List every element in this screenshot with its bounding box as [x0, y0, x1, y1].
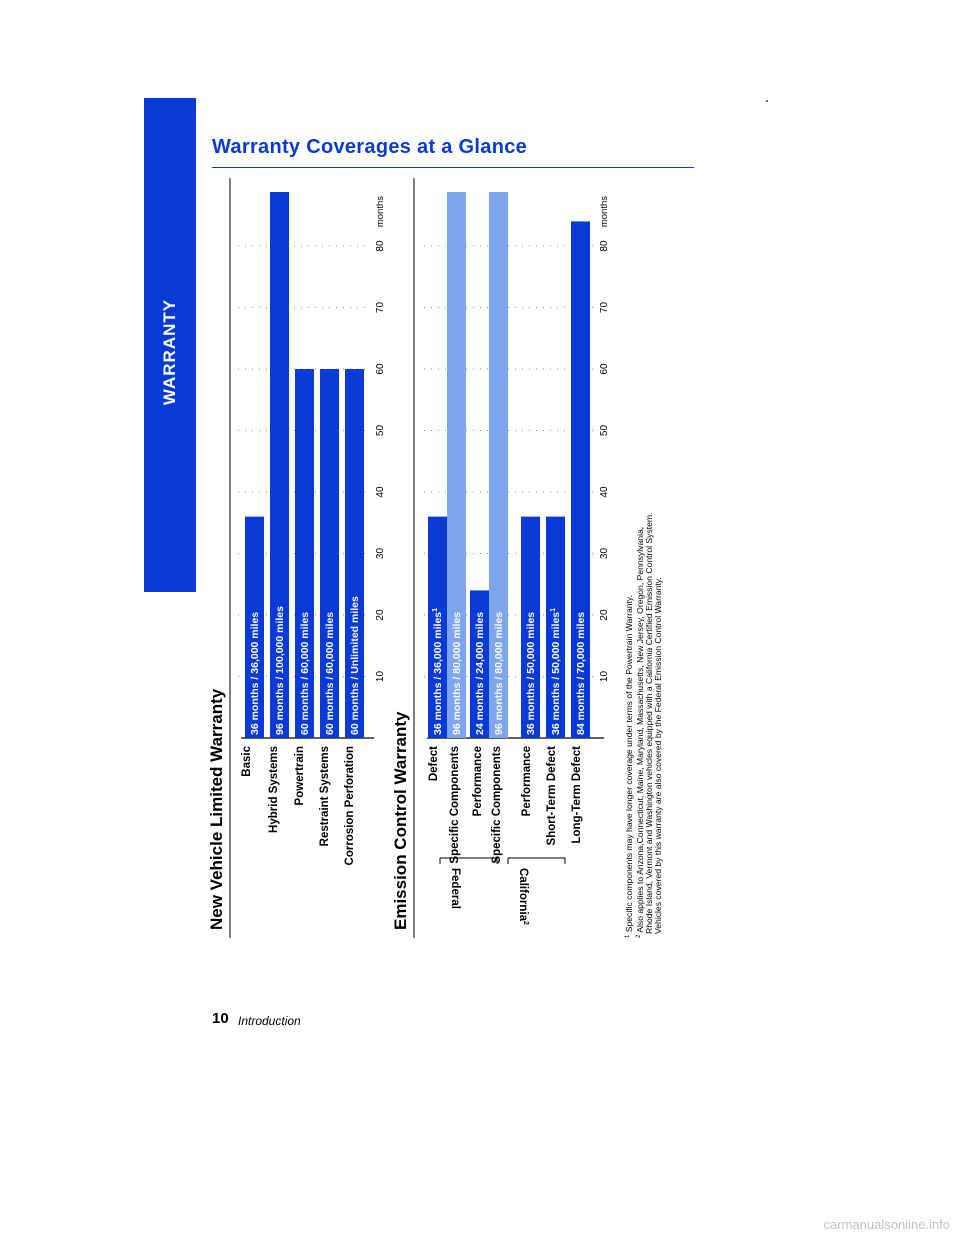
- chart-2: [391, 178, 610, 938]
- category-label: Defect: [428, 746, 440, 782]
- tick-label: 20: [375, 609, 386, 621]
- group-bracket: [440, 858, 497, 909]
- bar-label: 84 months / 70,000 miles: [575, 611, 587, 735]
- bracket-line: [508, 858, 565, 864]
- group-label-sup: 2: [522, 921, 529, 925]
- tick-label: 40: [599, 486, 610, 498]
- footnote-sup: 2: [636, 934, 642, 938]
- category-label: Performance: [521, 746, 533, 817]
- bar-label: 36 months / 36,000 miles: [249, 611, 261, 735]
- category-label: Hybrid Systems: [268, 746, 280, 833]
- tick-label: 60: [375, 363, 386, 375]
- bar-label: 60 months / 60,000 miles: [324, 611, 336, 735]
- chart-1: [207, 178, 386, 938]
- footnote-text: Also applies to Arizona,Connecticut, Maine, Maryland, Massachusetts, New Jersey, Oregon, Pennsylvania,: [635, 526, 645, 935]
- footnote: [653, 577, 663, 934]
- tick-label: 10: [375, 670, 386, 683]
- tick-label: 80: [375, 240, 386, 252]
- bar-label: 36 months / 50,000 miles$^1$: [550, 607, 562, 735]
- category-label: Short-Term Defect: [546, 746, 558, 846]
- bar-label-sup: 1: [550, 607, 557, 612]
- tick-label: 70: [599, 301, 610, 314]
- tick-label: 70: [375, 301, 386, 314]
- tick-label: 30: [375, 547, 386, 560]
- bar-label: 36 months / 50,000 miles: [525, 611, 537, 735]
- section-name: Introduction: [238, 1014, 301, 1028]
- bar-label: 96 months / 100,000 miles: [274, 606, 286, 735]
- group-label: Federal: [449, 868, 461, 909]
- bar-label: 24 months / 24,000 miles: [474, 611, 486, 735]
- category-label: Long-Term Defect: [571, 746, 583, 844]
- bar-label-sup: 1: [432, 607, 439, 612]
- footnote-text: Specific components may have longer coverage under terms of the Powertrain Warranty.: [624, 595, 634, 935]
- watermark: carmanualsonline.info: [823, 1217, 950, 1232]
- page-title: Warranty Coverages at a Glance: [212, 136, 528, 158]
- tick-label: 10: [599, 670, 610, 683]
- bar-label: 60 months / 60,000 miles: [299, 611, 311, 735]
- footnote: [624, 595, 634, 938]
- group-label: California$^2$: [517, 868, 529, 925]
- unit-label: months: [375, 196, 386, 228]
- tick-label: 50: [599, 424, 610, 437]
- footnote-text: Rhode Island, Vermont and Washington vehicles equipped with a California Certified Emission Control System.: [644, 512, 654, 934]
- tick-label: 80: [599, 240, 610, 252]
- sidebar-label: WARRANTY: [160, 298, 179, 406]
- category-label: Basic: [241, 746, 253, 777]
- group-bracket: [508, 858, 565, 925]
- tick-label: 20: [599, 609, 610, 621]
- category-label: Restraint Systems: [319, 746, 331, 847]
- bar-label: 60 months / Unlimited miles: [349, 596, 361, 735]
- footnote-sup: 1: [625, 934, 631, 938]
- category-label: Specific Components: [449, 746, 461, 864]
- bar-label: 96 months / 80,000 miles: [493, 611, 505, 735]
- bar-label: 36 months / 36,000 miles$^1$: [432, 607, 444, 735]
- tick-label: 60: [599, 363, 610, 375]
- category-label: Powertrain: [294, 746, 306, 806]
- unit-label: months: [599, 196, 610, 228]
- page-number: 10: [212, 1010, 229, 1027]
- category-label: Performance: [472, 746, 484, 817]
- bar-label: 96 months / 80,000 miles: [451, 611, 463, 735]
- footnote-text: Vehicles covered by this warranty are also covered by the Federal Emission Control Warranty.: [653, 577, 663, 934]
- tick-label: 50: [375, 424, 386, 437]
- tick-label: 40: [375, 486, 386, 498]
- chart-title: Emission Control Warranty: [391, 711, 410, 930]
- chart-title: New Vehicle Limited Warranty: [207, 688, 226, 930]
- category-label: Corrosion Perforation: [344, 746, 356, 866]
- category-label: Specific Components: [491, 746, 503, 864]
- tick-label: 30: [599, 547, 610, 560]
